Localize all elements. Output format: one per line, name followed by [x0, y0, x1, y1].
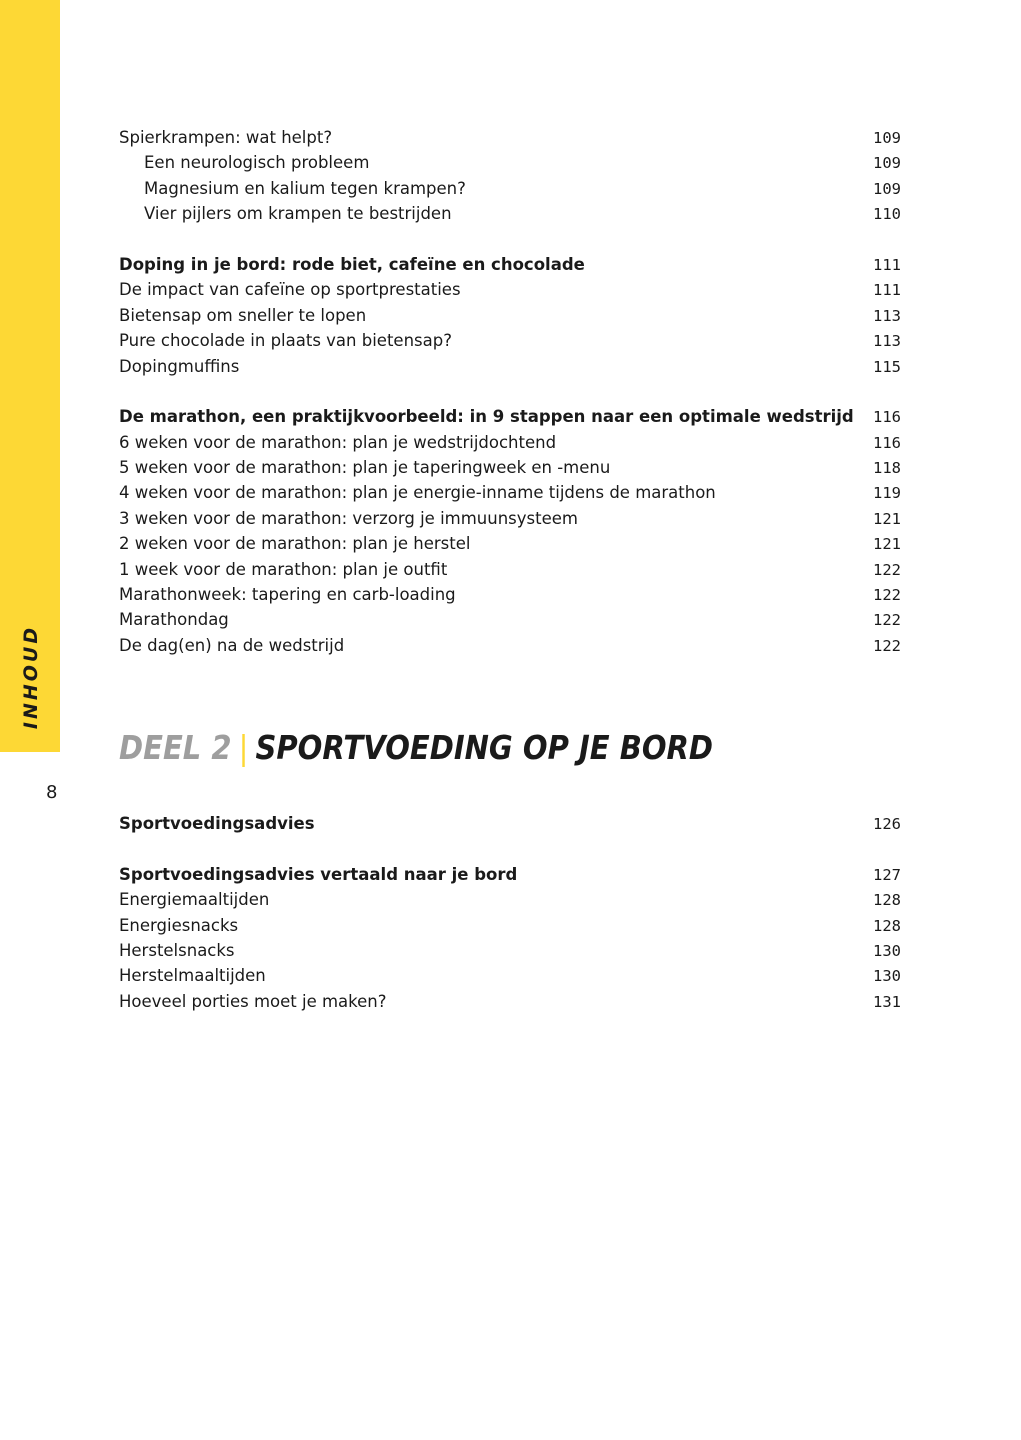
toc-entry-title: 5 weken voor de marathon: plan je taperingweek en -menu	[119, 458, 611, 478]
toc-entry[interactable]	[119, 963, 901, 988]
part-label: DEEL 2	[119, 728, 232, 767]
toc-entry-title: 6 weken voor de marathon: plan je wedstrijdochtend	[119, 432, 557, 452]
toc-entry-title: 2 weken voor de marathon: plan je herstel	[119, 534, 471, 554]
part-title: SPORTVOEDING OP JE BORD	[255, 728, 714, 767]
toc-entry-page: 131	[873, 992, 901, 1011]
page-number: 8	[46, 782, 58, 803]
toc-spacer	[119, 836, 901, 861]
toc-entry[interactable]	[119, 989, 901, 1014]
toc-entry-page: 111	[873, 255, 901, 274]
toc-entry[interactable]	[119, 455, 901, 480]
toc-section-heading[interactable]	[119, 404, 901, 429]
part-separator: |	[238, 728, 249, 767]
toc-entry-title: 3 weken voor de marathon: verzorg je immuunsysteem	[119, 508, 578, 528]
toc-entry-title: Bietensap om sneller te lopen	[119, 305, 367, 325]
toc-entry-page: 116	[873, 433, 901, 452]
toc-entry-title: Magnesium en kalium tegen krampen?	[144, 178, 466, 198]
toc-entry[interactable]	[119, 354, 901, 379]
section-side-label: INHOUD	[20, 624, 42, 730]
toc-entry-page: 122	[873, 560, 901, 579]
toc-list-part-2	[119, 811, 901, 1014]
toc-entry-title: 1 week voor de marathon: plan je outfit	[119, 559, 448, 579]
toc-entry-page: 113	[873, 306, 901, 325]
toc-spacer	[119, 379, 901, 404]
toc-entry-title: Energiemaaltijden	[119, 890, 270, 910]
toc-entry-page: 122	[873, 611, 901, 630]
toc-entry[interactable]	[119, 938, 901, 963]
toc-entry-page: 128	[873, 891, 901, 910]
toc-entry-page: 122	[873, 586, 901, 605]
toc-entry-title: De impact van cafeïne op sportprestaties	[119, 280, 461, 300]
toc-section-heading[interactable]	[119, 862, 901, 887]
toc-entry[interactable]	[119, 176, 901, 201]
toc-entry-page: 111	[873, 281, 901, 300]
toc-entry[interactable]	[119, 480, 901, 505]
toc-entry-page: 113	[873, 332, 901, 351]
toc-entry-page: 110	[873, 205, 901, 224]
toc-entry-title: De marathon, een praktijkvoorbeeld: in 9 stappen naar een optimale wedstrijd	[119, 407, 854, 427]
toc-entry-title: Marathondag	[119, 610, 229, 630]
part-heading	[119, 728, 713, 767]
toc-entry-page: 126	[873, 815, 901, 833]
toc-entry-title: Energiesnacks	[119, 915, 239, 935]
toc-entry[interactable]	[119, 430, 901, 455]
toc-entry-page: 122	[873, 636, 901, 655]
toc-entry-page: 130	[873, 941, 901, 960]
toc-entry-title: Doping in je bord: rode biet, cafeïne en chocolade	[119, 254, 585, 274]
toc-entry[interactable]	[119, 887, 901, 912]
toc-entry-title: 4 weken voor de marathon: plan je energie-inname tijdens de marathon	[119, 483, 716, 503]
toc-entry-title: De dag(en) na de wedstrijd	[119, 635, 345, 655]
toc-entry-title: Marathonweek: tapering en carb-loading	[119, 585, 456, 605]
toc-entry[interactable]	[119, 303, 901, 328]
toc-entry-page: 115	[873, 357, 901, 376]
toc-entry[interactable]	[119, 531, 901, 556]
toc-entry[interactable]	[119, 582, 901, 607]
toc-entry-title: Een neurologisch probleem	[144, 153, 370, 173]
toc-entry[interactable]	[119, 150, 901, 175]
toc-entry-title: Vier pijlers om krampen te bestrijden	[144, 204, 452, 224]
toc-entry-page: 118	[873, 459, 901, 478]
toc-section-heading[interactable]	[119, 811, 901, 836]
toc-entry-title: Sportvoedingsadvies vertaald naar je bord	[119, 864, 518, 884]
toc-entry[interactable]	[119, 506, 901, 531]
toc-entry-title: Pure chocolade in plaats van bietensap?	[119, 331, 452, 351]
toc-entry-title: Sportvoedingsadvies	[119, 814, 315, 833]
toc-entry-page: 109	[873, 129, 901, 147]
toc-entry-page: 121	[873, 535, 901, 554]
toc-entry[interactable]	[119, 607, 901, 632]
toc-entry-page: 121	[873, 509, 901, 528]
toc-entry-page: 127	[873, 865, 901, 884]
toc-entry-title: Spierkrampen: wat helpt?	[119, 128, 333, 147]
toc-entry-page: 116	[873, 408, 901, 427]
toc-entry-page: 109	[873, 179, 901, 198]
toc-entry-title: Hoeveel porties moet je maken?	[119, 991, 387, 1011]
toc-entry-page: 119	[873, 484, 901, 503]
toc-spacer	[119, 227, 901, 252]
toc-entry[interactable]	[119, 201, 901, 226]
toc-entry[interactable]	[119, 557, 901, 582]
toc-entry[interactable]	[119, 633, 901, 658]
toc-entry-page: 130	[873, 967, 901, 986]
toc-entry[interactable]	[119, 913, 901, 938]
toc-section-heading[interactable]	[119, 252, 901, 277]
toc-entry[interactable]	[119, 277, 901, 302]
toc-entry-page: 109	[873, 154, 901, 173]
toc-entry-title: Herstelmaaltijden	[119, 966, 266, 986]
toc-entry-title: Dopingmuffins	[119, 356, 240, 376]
toc-entry-title: Herstelsnacks	[119, 940, 235, 960]
toc-entry[interactable]	[119, 328, 901, 353]
toc-entry[interactable]	[119, 125, 901, 150]
toc-entry-page: 128	[873, 916, 901, 935]
toc-list-part-1	[119, 125, 901, 658]
